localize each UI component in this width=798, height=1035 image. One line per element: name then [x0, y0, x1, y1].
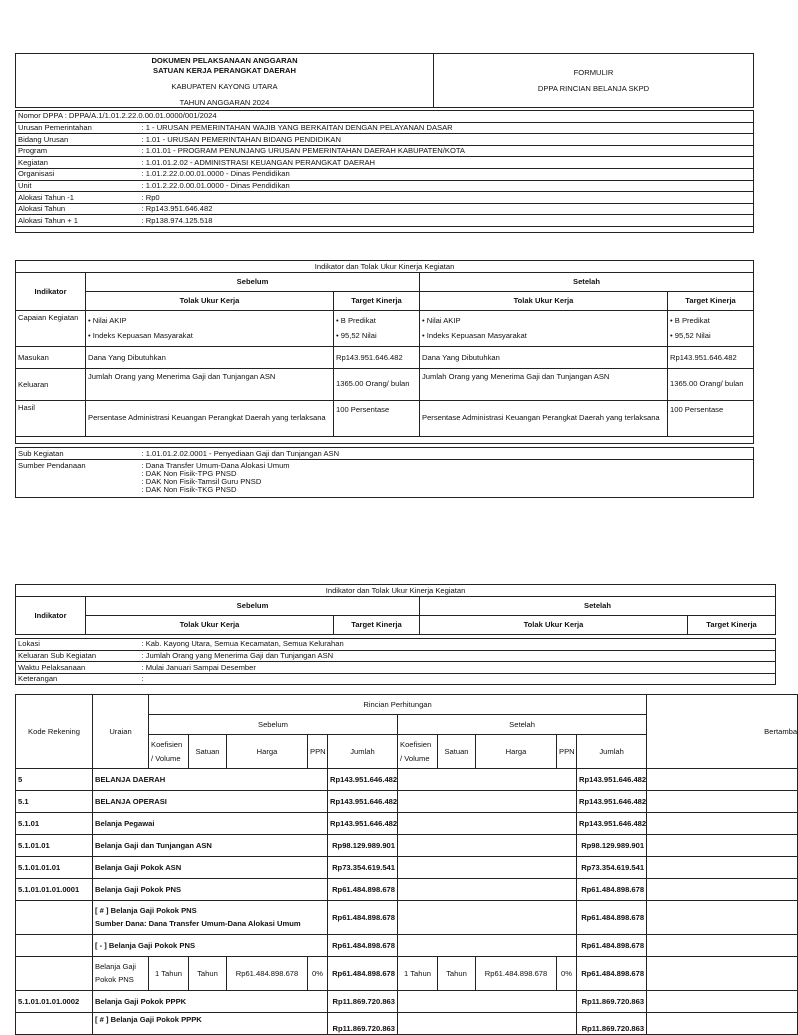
col-satuan: Satuan: [189, 735, 227, 769]
info-row: [16, 639, 776, 651]
info-value: : Kab. Kayong Utara, Semua Kecamatan, Semua Kelurahan: [140, 639, 776, 651]
jumlah-sebelum: Rp143.951.646.482: [328, 791, 398, 813]
col-target: Target Kinerja: [668, 292, 754, 311]
item-ppn: 0%: [308, 957, 328, 991]
item-koef: 1 Tahun: [149, 957, 189, 991]
info-value: : 1.01.2.22.0.00.01.0000 - Dinas Pendidikan: [140, 168, 754, 180]
col-koefisien: Koefisien / Volume: [149, 735, 189, 769]
indicator-section-title: Indikator dan Tolak Ukur Kinerja Kegiatan: [16, 585, 776, 597]
sumber-item: : DAK Non Fisik-TKG PNSD: [141, 484, 237, 494]
item-satuan: Tahun: [438, 957, 476, 991]
jumlah-sebelum: Rp61.484.898.678: [328, 901, 398, 935]
info-label: Alokasi Tahun + 1: [16, 215, 140, 227]
col-jumlah: Jumlah: [328, 735, 398, 769]
info-row: [16, 662, 776, 674]
jumlah-setelah: Rp143.951.646.482: [577, 791, 647, 813]
info-row: [16, 203, 754, 215]
jumlah-sebelum: Rp61.484.898.678: [328, 935, 398, 957]
jumlah-setelah: Rp143.951.646.482: [577, 769, 647, 791]
jumlah-sebelum: Rp98.129.989.901: [328, 835, 398, 857]
info-row: [16, 145, 754, 157]
jumlah-sebelum: Rp73.354.619.541: [328, 857, 398, 879]
sumber-item: : Dana Transfer Umum-Dana Alokasi Umum: [141, 461, 290, 470]
info-label: Lokasi: [16, 639, 140, 651]
col-target: Target Kinerja: [334, 292, 420, 311]
uraian-cell: Belanja Gaji Pokok ASN: [93, 857, 328, 879]
item-harga: Rp61.484.898.678: [227, 957, 308, 991]
capaian-tolak-1: • Nilai AKIP: [88, 316, 127, 326]
info-row: [16, 180, 754, 192]
col-indikator: Indikator: [16, 273, 86, 311]
uraian-cell: BELANJA OPERASI: [93, 791, 328, 813]
uraian-cell: BELANJA DAERAH: [93, 769, 328, 791]
col-tolak-ukur: Tolak Ukur Kerja: [420, 616, 688, 635]
masukan-target: Rp143.951.646.482: [668, 347, 754, 369]
rincian-table: [15, 694, 798, 1035]
capaian-target-1: • B Predikat: [336, 316, 376, 326]
info-value: : Rp138.974.125.518: [140, 215, 754, 227]
info-label: Organisasi: [16, 168, 140, 180]
item-jumlah: Rp61.484.898.678: [328, 957, 398, 991]
jumlah-sebelum: Rp143.951.646.482: [328, 813, 398, 835]
sub-kegiatan-label: Sub Kegiatan: [16, 448, 140, 460]
table-row: [16, 769, 798, 791]
info-label: Unit: [16, 180, 140, 192]
capaian-row: [16, 311, 754, 347]
info-label: Keterangan: [16, 673, 140, 685]
item-uraian: Belanja Gaji Pokok PNS: [93, 957, 149, 991]
header-table: [15, 53, 754, 108]
info-value: : 1.01.2.22.0.00.01.0000 - Dinas Pendidikan: [140, 180, 754, 192]
uraian-cell: Belanja Gaji Pokok PPPK: [93, 991, 328, 1013]
item-harga: Rp61.484.898.678: [476, 957, 557, 991]
col-target: Target Kinerja: [688, 616, 776, 635]
info-value: : Mulai Januari Sampai Desember: [140, 662, 776, 674]
kode-cell: 5.1.01.01.01.0002: [16, 991, 93, 1013]
spacer-row: [16, 437, 754, 444]
keluaran-target: 1365.00 Orang/ bulan: [668, 369, 754, 401]
hasil-target: 100 Persentase: [668, 401, 754, 437]
jumlah-setelah: Rp61.484.898.678: [577, 935, 647, 957]
region-name: KABUPATEN KAYONG UTARA: [171, 81, 278, 91]
col-ppn: PPN: [557, 735, 577, 769]
info-value: : 1 - URUSAN PEMERINTAHAN WAJIB YANG BERKAITAN DENGAN PELAYANAN DASAR: [140, 122, 754, 134]
table-row: [16, 813, 798, 835]
info-label: Kegiatan: [16, 157, 140, 169]
info-row: [16, 673, 776, 685]
col-harga: Harga: [476, 735, 557, 769]
capaian-target-2: • 95,52 Nilai: [670, 330, 711, 340]
info-row: [16, 650, 776, 662]
col-tolak-ukur: Tolak Ukur Kerja: [86, 292, 334, 311]
capaian-target-1: • B Predikat: [670, 316, 710, 326]
col-sebelum: Sebelum: [149, 715, 398, 735]
budget-year: TAHUN ANGGARAN 2024: [179, 97, 270, 107]
kode-cell: 5.1.01.01.01: [16, 857, 93, 879]
table-row: [16, 935, 798, 957]
keluaran-tolak: Jumlah Orang yang Menerima Gaji dan Tunjangan ASN: [420, 369, 668, 401]
nomor-row: [16, 111, 754, 123]
masukan-tolak: Dana Yang Dibutuhkan: [86, 347, 334, 369]
capaian-tolak-2: • Indeks Kepuasan Masyarakat: [422, 330, 527, 340]
keluaran-target: 1365.00 Orang/ bulan: [334, 369, 420, 401]
jumlah-setelah: Rp98.129.989.901: [577, 835, 647, 857]
table-row: [16, 1013, 798, 1035]
info-value: : Jumlah Orang yang Menerima Gaji dan Tunjangan ASN: [140, 650, 776, 662]
spacer-row: [16, 226, 754, 232]
jumlah-setelah: Rp143.951.646.482: [577, 813, 647, 835]
jumlah-sebelum: Rp11.869.720.863: [328, 991, 398, 1013]
keluaran-label: Keluaran: [16, 369, 86, 401]
sub-kegiatan-value: : 1.01.01.2.02.0001 - Penyediaan Gaji dan Tunjangan ASN: [140, 448, 754, 460]
doc-title-line2: SATUAN KERJA PERANGKAT DAERAH: [153, 65, 296, 75]
col-satuan: Satuan: [438, 735, 476, 769]
col-setelah: Setelah: [398, 715, 647, 735]
doc-title-cell: [16, 54, 434, 108]
kode-cell: 5.1.01.01.01.0001: [16, 879, 93, 901]
col-kode: Kode Rekening: [16, 695, 93, 769]
table-row: [16, 857, 798, 879]
indicator-section-title: Indikator dan Tolak Ukur Kinerja Kegiatan: [16, 261, 754, 273]
info-label: Bidang Urusan: [16, 134, 140, 146]
jumlah-setelah: Rp11.869.720.863: [577, 1013, 647, 1035]
indicator-table-page2: [15, 584, 776, 635]
jumlah-sebelum: Rp11.869.720.863: [328, 1013, 398, 1035]
info-label: Waktu Pelaksanaan: [16, 662, 140, 674]
keluaran-tolak: Jumlah Orang yang Menerima Gaji dan Tunjangan ASN: [86, 369, 334, 401]
col-setelah: Setelah: [420, 273, 754, 292]
page2-info-table: [15, 638, 776, 685]
table-row: [16, 901, 798, 935]
indicator-table: [15, 260, 754, 444]
item-ppn: 0%: [557, 957, 577, 991]
group-source: Sumber Dana: Dana Transfer Umum-Dana Alokasi Umum: [95, 918, 301, 928]
item-jumlah: Rp61.484.898.678: [577, 957, 647, 991]
jumlah-sebelum: Rp61.484.898.678: [328, 879, 398, 901]
info-value: : Rp0: [140, 192, 754, 204]
col-uraian: Uraian: [93, 695, 149, 769]
hasil-row: [16, 401, 754, 437]
uraian-cell: Belanja Gaji dan Tunjangan ASN: [93, 835, 328, 857]
masukan-label: Masukan: [16, 347, 86, 369]
sub-kegiatan-table: [15, 447, 754, 498]
col-tolak-ukur: Tolak Ukur Kerja: [420, 292, 668, 311]
info-table: [15, 110, 754, 233]
hasil-tolak: Persentase Administrasi Keuangan Perangkat Daerah yang terlaksana: [86, 401, 334, 437]
masukan-target: Rp143.951.646.482: [334, 347, 420, 369]
col-tolak-ukur: Tolak Ukur Kerja: [86, 616, 334, 635]
col-setelah: Setelah: [420, 597, 776, 616]
info-value: : 1.01.01 - PROGRAM PENUNJANG URUSAN PEMERINTAHAN DAERAH KABUPATEN/KOTA: [140, 145, 754, 157]
group-title: [ # ] Belanja Gaji Pokok PNS: [95, 906, 197, 916]
info-value: : Rp143.951.646.482: [140, 203, 754, 215]
hasil-target: 100 Persentase: [334, 401, 420, 437]
masukan-row: [16, 347, 754, 369]
item-satuan: Tahun: [189, 957, 227, 991]
sumber-label: Sumber Pendanaan: [16, 460, 140, 498]
info-label: Keluaran Sub Kegiatan: [16, 650, 140, 662]
info-row: [16, 157, 754, 169]
info-value: : 1.01 - URUSAN PEMERINTAHAN BIDANG PENDIDIKAN: [140, 134, 754, 146]
item-koef: 1 Tahun: [398, 957, 438, 991]
group-title: [ # ] Belanja Gaji Pokok PPPK: [93, 1013, 328, 1035]
info-row: [16, 215, 754, 227]
table-row: [16, 791, 798, 813]
doc-title-line1: DOKUMEN PELAKSANAAN ANGGARAN: [151, 56, 298, 65]
col-harga: Harga: [227, 735, 308, 769]
nomor-dppa: Nomor DPPA : DPPA/A.1/1.01.2.22.0.00.01.0000/001/2024: [16, 111, 754, 123]
col-jumlah: Jumlah: [577, 735, 647, 769]
info-label: Urusan Pemerintahan: [16, 122, 140, 134]
jumlah-sebelum: Rp143.951.646.482: [328, 769, 398, 791]
col-indikator: Indikator: [16, 597, 86, 635]
col-rincian: Rincian Perhitungan: [149, 695, 647, 715]
info-value: :: [140, 673, 776, 685]
info-label: Alokasi Tahun -1: [16, 192, 140, 204]
sub-title: [ - ] Belanja Gaji Pokok PNS: [93, 935, 328, 957]
keluaran-row: [16, 369, 754, 401]
form-label: FORMULIR: [573, 67, 614, 77]
sumber-item: : DAK Non Fisik-Tamsil Guru PNSD: [141, 476, 262, 486]
capaian-label: Capaian Kegiatan: [16, 311, 86, 347]
kode-cell: 5.1.01: [16, 813, 93, 835]
form-cell: [434, 54, 754, 108]
kode-cell: 5: [16, 769, 93, 791]
capaian-tolak-1: • Nilai AKIP: [422, 316, 461, 326]
uraian-cell: Belanja Gaji Pokok PNS: [93, 879, 328, 901]
col-sebelum: Sebelum: [86, 597, 420, 616]
hasil-label: Hasil: [16, 401, 86, 437]
info-row: [16, 134, 754, 146]
hasil-tolak: Persentase Administrasi Keuangan Perangkat Daerah yang terlaksana: [420, 401, 668, 437]
col-sebelum: Sebelum: [86, 273, 420, 292]
col-ppn: PPN: [308, 735, 328, 769]
capaian-tolak-2: • Indeks Kepuasan Masyarakat: [88, 330, 193, 340]
info-row: [16, 122, 754, 134]
jumlah-setelah: Rp73.354.619.541: [577, 857, 647, 879]
uraian-cell: Belanja Pegawai: [93, 813, 328, 835]
jumlah-setelah: Rp61.484.898.678: [577, 879, 647, 901]
item-row: [16, 957, 798, 991]
col-target: Target Kinerja: [334, 616, 420, 635]
info-label: Program: [16, 145, 140, 157]
col-bertambah: Bertamba: [647, 695, 798, 769]
jumlah-setelah: Rp61.484.898.678: [577, 901, 647, 935]
capaian-target-2: • 95,52 Nilai: [336, 330, 377, 340]
info-row: [16, 168, 754, 180]
info-value: : 1.01.01.2.02 - ADMINISTRASI KEUANGAN PERANGKAT DAERAH: [140, 157, 754, 169]
table-row: [16, 835, 798, 857]
jumlah-setelah: Rp11.869.720.863: [577, 991, 647, 1013]
kode-cell: 5.1.01.01: [16, 835, 93, 857]
col-koefisien: Koefisien / Volume: [398, 735, 438, 769]
sumber-item: : DAK Non Fisik-TPG PNSD: [141, 468, 237, 478]
info-row: [16, 192, 754, 204]
table-row: [16, 879, 798, 901]
form-name: DPPA RINCIAN BELANJA SKPD: [537, 83, 650, 93]
table-row: [16, 991, 798, 1013]
kode-cell: 5.1: [16, 791, 93, 813]
masukan-tolak: Dana Yang Dibutuhkan: [420, 347, 668, 369]
info-label: Alokasi Tahun: [16, 203, 140, 215]
